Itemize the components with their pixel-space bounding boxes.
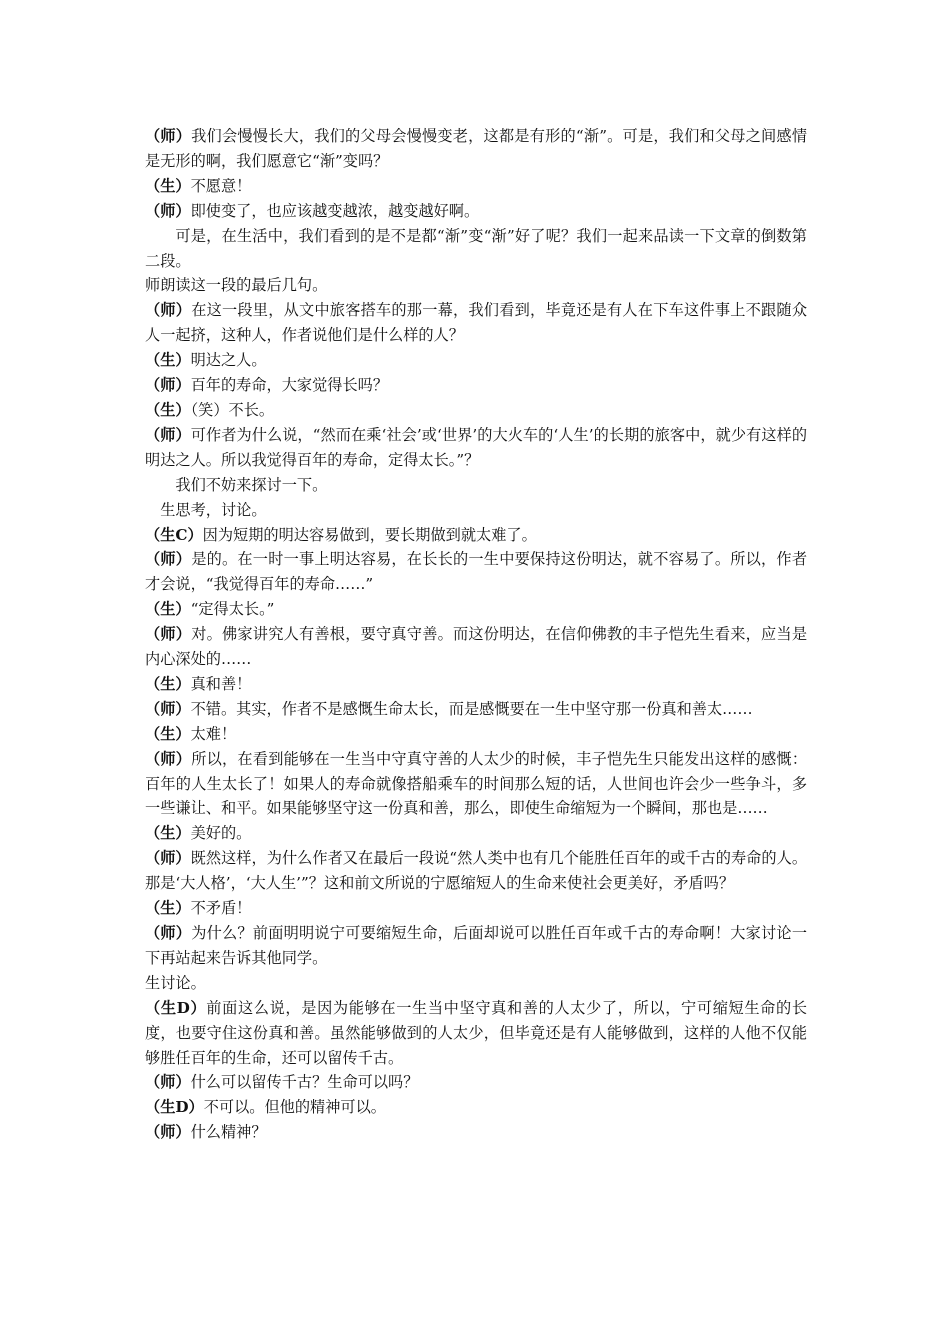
- dialogue-line: [145, 373, 807, 398]
- dialogue-line: [145, 298, 807, 348]
- narration-line: [145, 273, 807, 298]
- dialogue-line: [145, 1120, 807, 1145]
- line-text: 真和善！: [190, 674, 252, 693]
- line-text: 生讨论。: [145, 973, 206, 992]
- speaker-label: （生）: [145, 600, 191, 619]
- dialogue-line: [145, 722, 807, 747]
- line-text: 因为短期的明达容易做到，要长期做到就太难了。: [202, 525, 537, 544]
- line-text: 为什么？前面明明说宁可要缩短生命，后面却说可以胜任百年或千古的寿命啊！大家讨论一下再站起来告诉其他同学。: [145, 924, 808, 967]
- line-text: 不可以。但他的精神可以。: [203, 1098, 386, 1117]
- line-text: 师朗读这一段的最后几句。: [145, 276, 328, 295]
- speaker-label: （生）: [145, 400, 191, 419]
- speaker-label: （师）: [145, 376, 191, 395]
- document-body: [145, 124, 807, 1145]
- dialogue-line: [145, 622, 807, 672]
- dialogue-line: [145, 523, 807, 548]
- narration-line: [145, 971, 807, 996]
- speaker-label: （师）: [145, 749, 192, 768]
- dialogue-line: [145, 821, 807, 846]
- speaker-label: （师）: [145, 924, 192, 942]
- speaker-label: （师）: [145, 625, 192, 644]
- dialogue-line: [145, 547, 807, 597]
- speaker-label: （师）: [145, 201, 191, 220]
- speaker-label: （生C）: [145, 525, 203, 544]
- narration-line: [145, 498, 807, 523]
- line-text: 不矛盾！: [190, 899, 252, 918]
- dialogue-line: [145, 423, 807, 473]
- speaker-label: （师）: [145, 301, 192, 320]
- line-text: 美好的。: [190, 824, 252, 843]
- speaker-label: （生）: [145, 899, 191, 918]
- narration-line: [145, 224, 807, 274]
- dialogue-line: [145, 921, 807, 971]
- speaker-label: （生）: [145, 674, 191, 693]
- dialogue-line: [145, 124, 807, 174]
- line-text: 既然这样，为什么作者又在最后一段说“然人类中也有几个能胜任百年的或千古的寿命的人。那是‘大人格’，‘大人生’”？这和前文所说的宁愿缩短人的生命来使社会更美好，矛盾吗？: [145, 849, 808, 893]
- speaker-label: （生）: [145, 176, 191, 195]
- dialogue-line: [145, 1070, 807, 1095]
- line-text: 太难！: [190, 724, 237, 743]
- line-text: （笑）不长。: [190, 400, 275, 419]
- speaker-label: （生D）: [145, 998, 207, 1017]
- line-text: 不错。其实，作者不是感慨生命太长，而是感慨要在一生中坚守那一份真和善太……: [190, 699, 753, 718]
- dialogue-line: [145, 597, 807, 622]
- dialogue-line: [145, 996, 807, 1071]
- narration-line: [145, 473, 807, 498]
- line-text: 不愿意！: [190, 176, 252, 195]
- speaker-label: （师）: [145, 699, 191, 718]
- line-text: 生思考，讨论。: [160, 500, 267, 519]
- speaker-label: （师）: [145, 127, 192, 145]
- line-text: 明达之人。: [190, 351, 267, 370]
- dialogue-line: [145, 672, 807, 697]
- line-text: 是的。在一时一事上明达容易，在长长的一生中要保持这份明达，就不容易了。所以，作者才会说，“我觉得百年的寿命……”: [145, 550, 808, 594]
- line-text: 对。佛家讲究人有善根，要守真守善。而这份明达，在信仰佛教的丰子恺先生看来，应当是内心深处的……: [145, 625, 808, 669]
- line-text: 我们会慢慢长大，我们的父母会慢慢变老，这都是有形的“渐”。可是，我们和父母之间感情是无形的啊，我们愿意它“渐”变吗？: [145, 127, 808, 170]
- dialogue-line: [145, 398, 807, 423]
- line-text: 前面这么说，是因为能够在一生当中坚守真和善的人太少了，所以，宁可缩短生命的长度，也要守住这份真和善。虽然能够做到的人太少，但毕竟还是有人能够做到，这样的人他不仅能够胜任百年的生命，还可以留传千古。: [145, 998, 808, 1067]
- line-text: 即使变了，也应该越变越浓，越变越好啊。: [190, 201, 480, 220]
- line-text: 所以，在看到能够在一生当中守真守善的人太少的时候，丰子恺先生只能发出这样的感慨：百年的人生太长了！如果人的寿命就像搭船乘车的时间那么短的话，人世间也许会少一些争斗，多一些谦让、和平。如果能够坚守这一份真和善，那么，即使生命缩短为一个瞬间，那也是……: [145, 749, 808, 818]
- speaker-label: （生）: [145, 351, 191, 370]
- speaker-label: （师）: [145, 1123, 191, 1142]
- speaker-label: （师）: [145, 1073, 191, 1092]
- line-text: 在这一段里，从文中旅客搭车的那一幕，我们看到，毕竟还是有人在下车这件事上不跟随众人一起挤，这种人，作者说他们是什么样的人？: [145, 301, 808, 345]
- dialogue-line: [145, 846, 807, 896]
- dialogue-line: [145, 348, 807, 373]
- line-text: “定得太长。”: [190, 600, 275, 619]
- dialogue-line: [145, 896, 807, 921]
- line-text: 什么可以留传千古？生命可以吗？: [190, 1073, 419, 1092]
- line-text: 可作者为什么说，“然而在乘‘社会’或‘世界’的大火车的‘人生’的长期的旅客中，就少有这样的明达之人。所以我觉得百年的寿命，定得太长。”？: [145, 425, 808, 469]
- line-text: 百年的寿命，大家觉得长吗？: [190, 376, 388, 395]
- speaker-label: （师）: [145, 849, 191, 868]
- line-text: 什么精神？: [190, 1123, 267, 1142]
- dialogue-line: [145, 1095, 807, 1120]
- speaker-label: （生D）: [145, 1098, 204, 1117]
- line-text: 我们不妨来探讨一下。: [175, 475, 328, 494]
- dialogue-line: [145, 174, 807, 199]
- speaker-label: （师）: [145, 425, 191, 444]
- dialogue-line: [145, 199, 807, 224]
- speaker-label: （生）: [145, 724, 191, 743]
- dialogue-line: [145, 747, 807, 822]
- dialogue-line: [145, 697, 807, 722]
- speaker-label: （生）: [145, 824, 191, 843]
- line-text: 可是，在生活中，我们看到的是不是都“渐”变“渐”好了呢？我们一起来品读一下文章的倒数第二段。: [145, 226, 807, 270]
- speaker-label: （师）: [145, 550, 192, 569]
